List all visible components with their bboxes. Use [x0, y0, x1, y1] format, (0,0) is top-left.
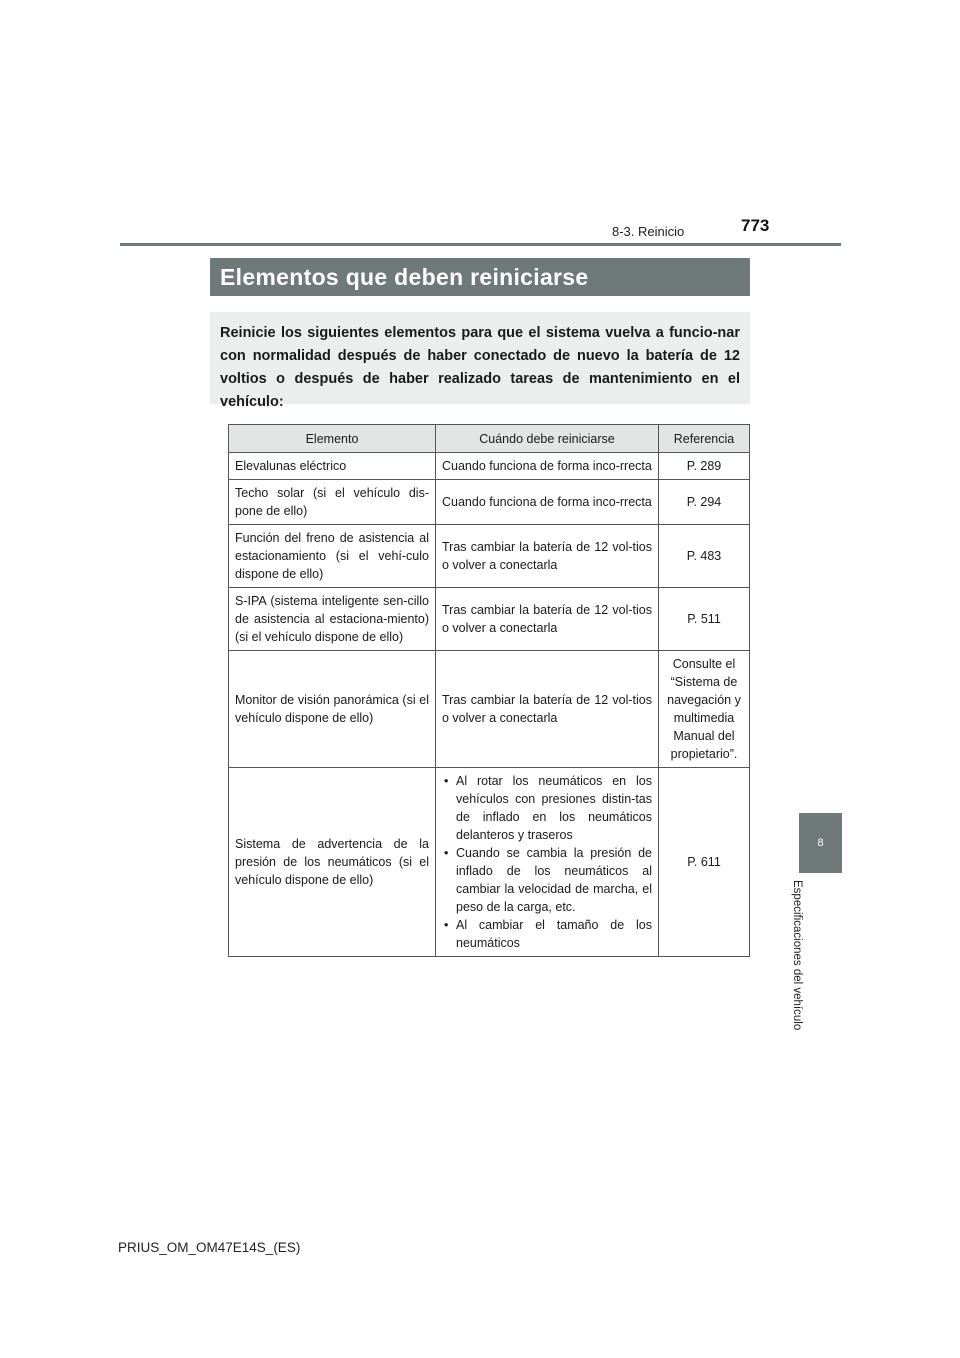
item-cell: Monitor de visión panorámica (si el vehículo dispone de ello) [229, 651, 436, 768]
reference-cell: P. 483 [659, 525, 750, 588]
when-cell: Tras cambiar la batería de 12 vol-tios o volver a conectarla [436, 651, 659, 768]
when-cell [436, 768, 659, 957]
table-row [229, 588, 750, 651]
reference-cell: Consulte el “Sistema de navegación y multimedia Manual del propietario”. [659, 651, 750, 768]
table-row [229, 768, 750, 957]
reference-cell: P. 289 [659, 453, 750, 480]
chapter-tab: 8 [799, 813, 842, 873]
when-cell: Cuando funciona de forma inco-rrecta [436, 453, 659, 480]
page-title: Elementos que deben reiniciarse [210, 258, 750, 296]
table-header-row [229, 425, 750, 453]
page-number: 773 [741, 216, 770, 235]
item-cell: Sistema de advertencia de la presión de los neumáticos (si el vehículo dispone de ello) [229, 768, 436, 957]
when-cell: Cuando funciona de forma inco-rrecta [436, 480, 659, 525]
intro-text: Reinicie los siguientes elementos para que el sistema vuelva a funcio-nar con normalidad después de haber conectado de nuevo la batería de 12 voltios o después de haber realizado tareas de mantenimiento en el vehículo: [210, 312, 750, 404]
list-item: • Al cambiar el tamaño de los neumáticos [456, 916, 652, 952]
table-row [229, 651, 750, 768]
list-item: • Cuando se cambia la presión de inflado de los neumáticos al cambiar la velocidad de marcha, el peso de la carga, etc. [456, 844, 652, 916]
item-cell: Función del freno de asistencia al estacionamiento (si el vehí-culo dispone de ello) [229, 525, 436, 588]
chapter-label: Especificaciones del vehículo [791, 880, 803, 1031]
reference-cell: P. 611 [659, 768, 750, 957]
header-divider [120, 243, 841, 246]
when-cell: Tras cambiar la batería de 12 vol-tios o volver a conectarla [436, 525, 659, 588]
item-cell: Techo solar (si el vehículo dis-pone de ello) [229, 480, 436, 525]
item-cell: S-IPA (sistema inteligente sen-cillo de asistencia al estaciona-miento) (si el vehículo dispone de ello) [229, 588, 436, 651]
column-header: Referencia [659, 425, 750, 453]
when-cell: Tras cambiar la batería de 12 vol-tios o volver a conectarla [436, 588, 659, 651]
reference-cell: P. 294 [659, 480, 750, 525]
when-list [442, 772, 652, 952]
column-header: Elemento [229, 425, 436, 453]
table-row [229, 480, 750, 525]
table-row [229, 525, 750, 588]
reset-items-table [228, 424, 750, 957]
section-heading: 8-3. Reinicio [612, 224, 685, 239]
column-header: Cuándo debe reiniciarse [436, 425, 659, 453]
document-code: PRIUS_OM_OM47E14S_(ES) [118, 1240, 301, 1255]
item-cell: Elevalunas eléctrico [229, 453, 436, 480]
table-row [229, 453, 750, 480]
reference-cell: P. 511 [659, 588, 750, 651]
list-item: • Al rotar los neumáticos en los vehículos con presiones distin-tas de inflado en los neumáticos delanteros y traseros [456, 772, 652, 844]
